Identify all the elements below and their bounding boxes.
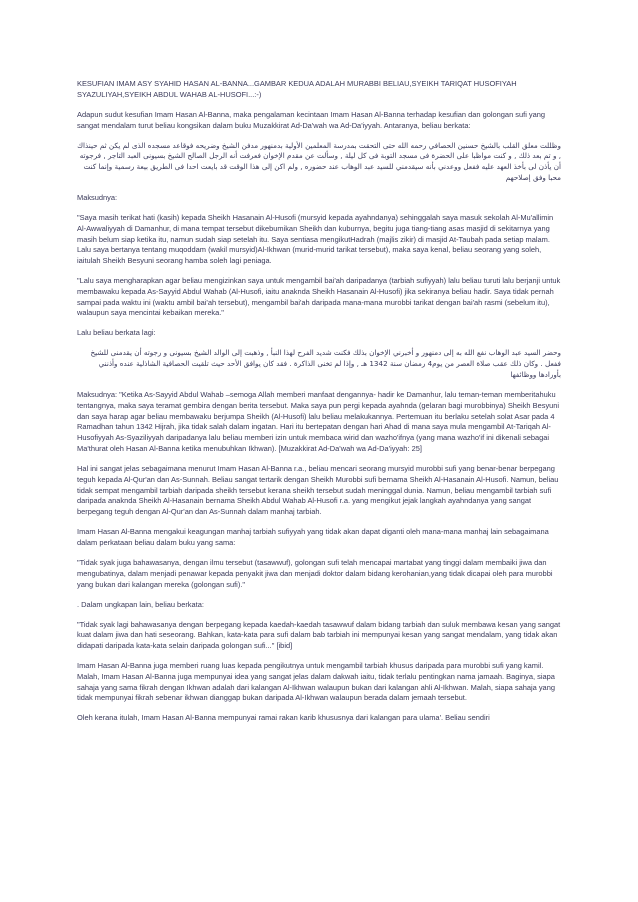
dalam-paragraph: . Dalam ungkapan lain, beliau berkata:	[77, 599, 204, 609]
intro-paragraph: Adapun sudut kesufian Imam Hasan Al-Banna, maka pengalaman kecintaan Imam Hasan Al-Banna terhadap kesufian dan golongan sufi yang sangat mendalam turut beliau kongsikan dalam buku Muzakkirat Ad-Da'wah wa Ad-Da'iyyah. Antaranya, beliau berkata:	[77, 109, 546, 130]
quote-paragraph-1: "Tidak syak juga bahawasanya, dengan ilmu tersebut (tasawwuf), golongan sufi telah mencapai martabat yang tinggi dalam membaiki jiwa dan mengubatinya, dalam menjadi penawar kepada penyakit jiwa dan menjadi doktor dalam bidang kerohanian,yang tidak dicapai oleh para murobbi yang bukan dari kalangan mereka (golongan sufi)."	[77, 557, 553, 589]
translation-paragraph-2: "Lalu saya mengharapkan agar beliau mengizinkan saya untuk mengambil bai'ah daripadanya (tarbiah sufiyyah) lalu beliau turuti lalu berjanji untuk membawaku kepada As-Sayyid Abdul Wahab (Al-Husofi, iaitu anaknda Sheikh Hasanain Al-Husofi) jika sekiranya beliau hadir. Saya tidak pernah sampai pada waktu ini (waktu ambil bai'ah tersebut), mengambil bai'ah daripada mana-mana murobbi tarikat dengan bai'ah rasmi (sebelum itu), walaupun saya mencintai kebaikan mereka."	[77, 276, 561, 318]
quote-paragraph-2: "Tidak syak lagi bahawasanya dengan berpegang kepada kaedah-kaedah tasawwuf dalam bidang tarbiah dan suluk membawa kesan yang sangat kuat dalam jiwa dan hati seseorang. Bahkan, kata-kata para sufi dalam bab tarbiah ini mempunyai kesan yang sangat mendalam, yang tidak akan didapati daripada kata-kata selain daripada golongan sufi..." [ibid]	[77, 619, 561, 651]
arabic-quote-2: وحضر السيد عبد الوهاب نفع الله به إلى دمنهور و أخبرني الإخوان بذلك فكنت شديد الفرح لهذا النبأ , وذهبت إلى الوالد الشيخ بسيونى و رجوته أن يقدمنى للشيخ ففعل . وكان ذلك عقب صلاة العصر من يوم4 رمضان سنة 1342 هـ , وإذا لم تخنى الذاكرة . فقد كان يوافق الأحد حيث تلقيت الحصافية الشاذلية عنده وأذنني بأورادها ووظائفها	[90, 348, 561, 380]
lalu-paragraph: Lalu beliau berkata lagi:	[77, 328, 156, 338]
imam-paragraph-2: Imam Hasan Al-Banna juga memberi ruang luas kepada pengikutnya untuk mengambil tarbiah khusus daripada para murobbi sufi yang kamil. Malah, Imam Hasan Al-Banna juga mempunyai idea yang sangat jelas dalam dakwah iaitu, tidak terlalu pentingkan nama jamaah. Baginya, siapa sahaja yang sama fikrah dengan Ikhwan adalah dari kalangan Al-Ikhwan walaupun bukan dari kalangan ahli Al-Ikhwan. Malah, siapa sahaja yang tidak mempunyai fikrah sebenar ikhwan dianggap bukan daripada Al-Ikhwan walaupun berada dalam jemaah tersebut.	[77, 661, 555, 703]
translation-paragraph-1: "Saya masih terikat hati (kasih) kepada Sheikh Hasanain Al-Husofi (mursyid kepada ayahndanya) sehinggalah saya masuk sekolah Al-Mu'allimin Al-Awwaliyyah di Damanhur, di mana tempat tersebut dikebumikan Sheikh dan kuburnya, begitu juga tiang-tiang asas masjid di sekitarnya yang masih belum siap ketika itu, namun sudah siap setelah itu. Saya sentiasa mengikutHadrah (majlis zikir) di masjid At-Taubah pada setiap malam. Lalu saya bertanya tentang muqoddam (wakil mursyid)Al-Ikhwan (murid-murid tarikat tersebut), maka saya kenal, beliau seorang yang soleh, iaitulah Sheikh Besyuni seorang hamba soleh lagi peniaga.	[77, 212, 554, 266]
arabic-quote-1: وظللت معلق القلب بالشيخ حسنين الحصافي رحمه الله حتى التحقت بمدرسة المعلمين الأولية بدمنهور مدفن الشيخ وضريحه فوقاعد مسجده الذى لم يكن ثم حينذاك , و تم بعد ذلك , و كنت مواظبا على الحضرة فى مسجد التوبة فى كل ليلة , وسألت عن مقدم الإخوان فعرفت أنه الرجل الصالح الشيخ بسيونى العبد التاجر , فرجوته أن يأذن لى بأخذ العهد عليه ففعل ووعدني بأنه سيقدمني للسيد عبد الوهاب عند حضوره , ولم اكن إلى هذا الوقت قد بايعت احدا فى الطريق بيعة رسمية وإنما كنت محبا وفق إصلاحهم	[77, 140, 561, 182]
maksudnya-label: Maksudnya:	[77, 192, 118, 202]
imam-paragraph: Imam Hasan Al-Banna mengakui keagungan manhaj tarbiah sufiyyah yang tidak akan dapat diganti oleh mana-mana manhaj lain sebagaimana dalam perkataan beliau dalam buku yang sama:	[77, 527, 549, 547]
document-title: KESUFIAN IMAM ASY SYAHID HASAN AL-BANNA...GAMBAR KEDUA ADALAH MURABBI BELIAU,SYEIKH TARIQAT HUSOFIYAH SYAZULIYAH,SYEIKH ABDUL WAHAB AL-HUSOFI...:-)	[77, 79, 517, 99]
translation-paragraph-3: Maksudnya: "Ketika As-Sayyid Abdul Wahab –semoga Allah memberi manfaat dengannya- hadir ke Damanhur, lalu teman-teman memberitahuku tentangnya, maka saya teramat gembira dengan berita tersebut. Maka saya pun pergi kepada ayahnda (gelaran bagi murobbinya) Sheikh Besyuni dan saya harap agar beliau membawaku berjumpa Sheikh (Al-Husofi) lalu beliau melakukannya. Pertemuan itu berlaku setelah solat Asar pada 4 Ramadhan tahun 1342 Hijrah, jika tidak salah dalam ingatan. Hari itu bertepatan dengan hari Ahad di mana saya mula mengambil At-Tariqah Al-Husofiyyah As-Syaziliyyah daripadanya lalu beliau memberi izin untuk membaca wirid dan wazho'ifnya (yang mana wazho'if ini dikenali sebagai Ma'thurat oleh Hasan Al-Banna ketika menubuhkan Ikhwan). [Muzakkirat Ad-Da'wah wa Ad-Da'iyyah: 25]	[77, 390, 560, 454]
hal-paragraph: Hal ini sangat jelas sebagaimana menurut Imam Hasan Al-Banna r.a., beliau mencari seorang mursyid murobbi sufi yang benar-benar berpegang teguh kepada Al-Qur'an dan As-Sunnah. Beliau sangat tertarik dengan Sheikh Murobbi sufi bernama Sheikh Al-Hasanain Al-Husofi. Namun, beliau tidak sempat mengambil tarbiah daripada sheikh tersebut kerana sheikh tersebut sudah meninggal dunia. Namun, beliau mengambil tarbiah sufi daripada anaknda Sheikh Al-Hasanain bernama Sheikh Abdul Wahab Al-Husofi r.a. yang mengikut jejak langkah ayahndanya yang sangat berpegang teguh dengan Al-Qur'an dan As-Sunnah dalam manhaj tarbiah.	[77, 464, 559, 517]
last-paragraph: Oleh kerana itulah, Imam Hasan Al-Banna mempunyai ramai rakan karib khususnya dari kalangan para ulama'. Beliau sendiri	[77, 713, 490, 723]
